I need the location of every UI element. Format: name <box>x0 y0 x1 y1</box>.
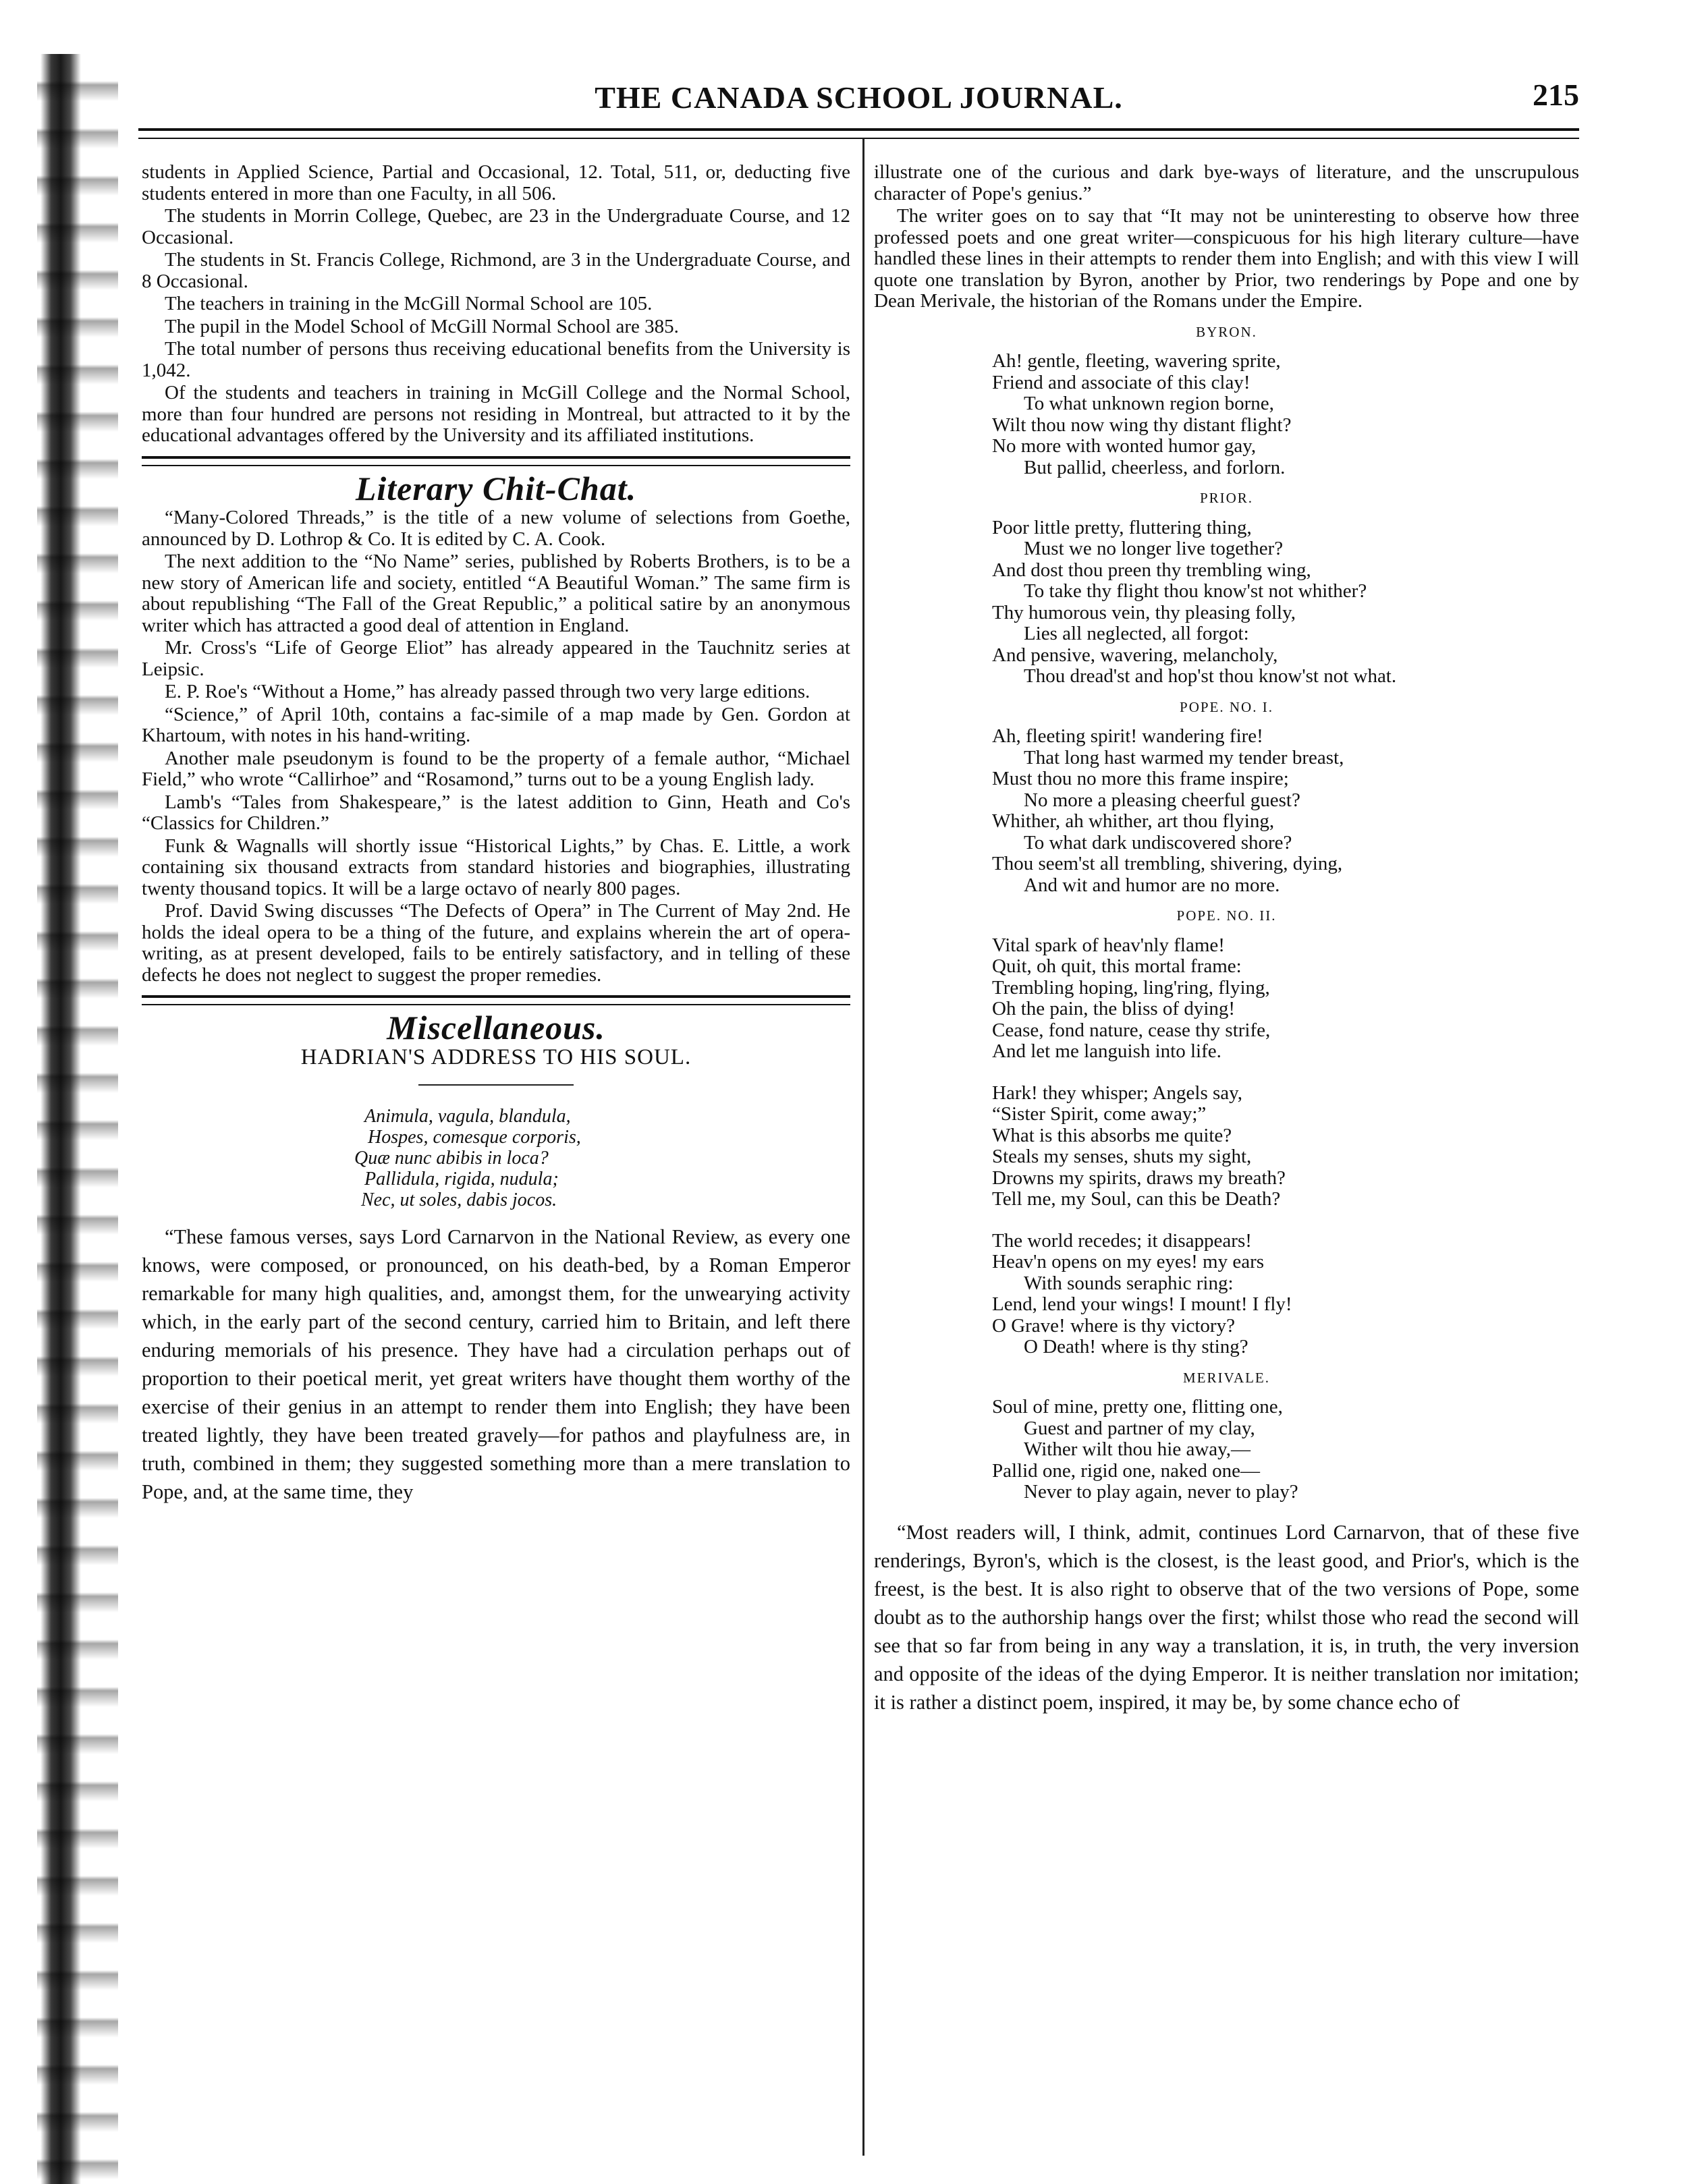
verse-line: Must thou no more this frame inspire; <box>992 768 1289 789</box>
verse-line: Nec, ut soles, dabis jocos. <box>361 1189 557 1210</box>
verse-line: That long hast warmed my tender breast, <box>1024 746 1344 768</box>
latin-verse <box>142 1106 850 1210</box>
column-divider <box>862 138 864 2156</box>
verse-line: Thou dread'st and hop'st thou know'st not what. <box>1024 665 1397 687</box>
verse-byron <box>874 351 1579 478</box>
verse-line: Never to play again, never to play? <box>1024 1481 1298 1503</box>
verse-line: And dost thou preen thy trembling wing, <box>992 559 1311 581</box>
section-heading-literary-chit-chat: Literary Chit-Chat. <box>355 469 637 507</box>
verse-line: Ah, fleeting spirit! wandering fire! <box>992 725 1263 747</box>
page-number: 215 <box>1533 78 1579 112</box>
verse-line: Vital spark of heav'nly flame! <box>992 934 1225 956</box>
divider <box>418 1084 574 1086</box>
header-rule <box>138 128 1579 139</box>
section-heading-miscellaneous: Miscellaneous. <box>387 1009 605 1046</box>
verse-line: Oh the pain, the bliss of dying! <box>992 998 1236 1019</box>
verse-line: Quæ nunc abibis in loca? <box>354 1148 549 1169</box>
paragraph: The pupil in the Model School of McGill Normal School are 385. <box>165 315 679 337</box>
paragraph: “Science,” of April 10th, contains a fac-simile of a map made by Gen. Gordon at Khartoum, with notes in his hand-writing. <box>142 703 850 746</box>
section-rule <box>142 456 850 466</box>
section-rule <box>142 995 850 1005</box>
paragraph: Another male pseudonym is found to be the property of a female author, “Michael Field,” who wrote “Callirhoe” and “Rosamond,” turns out to be a young English lady. <box>142 747 850 790</box>
verse-line: “Sister Spirit, come away;” <box>992 1103 1207 1125</box>
paragraph: illustrate one of the curious and dark bye-ways of literature, and the unscrupulous character of Pope's genius.” <box>874 161 1579 204</box>
paragraph: Mr. Cross's “Life of George Eliot” has already appeared in the Tauchnitz series at Leipsic. <box>142 637 850 680</box>
verse-pope-1 <box>874 726 1579 896</box>
verse-line: Pallidula, rigida, nudula; <box>364 1169 559 1189</box>
verse-line: To take thy flight thou know'st not whither? <box>1024 580 1367 602</box>
verse-line: Must we no longer live together? <box>1024 538 1284 559</box>
paragraph: “These famous verses, says Lord Carnarvon in the National Review, as every one knows, were composed, or pronounced, on his death-bed, by a Roman Emperor remarkable for many high qualities, and, amongst them, for the unwearying activity which, in the early part of the second century, carried him to Britain, and left there enduring memorials of his presence. They have had a circulation perhaps out of proportion to their poetical merit, yet great writers have thought them worthy of the exercise of their genius in an attempt to render them into English; they have been treated lightly, they have been treated gravely—for pathos and playfulness are, in truth, combined in them; they suggested something more than a mere translation to Pope, and, at the same time, they <box>142 1225 850 1503</box>
verse-line: Tell me, my Soul, can this be Death? <box>992 1188 1281 1210</box>
verse-line: The world recedes; it disappears! <box>992 1229 1252 1252</box>
verse-line: Wilt thou now wing thy distant flight? <box>992 414 1292 436</box>
verse-line: No more with wonted humor gay, <box>992 435 1257 457</box>
verse-heading: POPE. NO. II. <box>1176 907 1277 924</box>
verse-heading: MERIVALE. <box>1182 1369 1271 1386</box>
running-head <box>138 73 1579 127</box>
verse-line: Cease, fond nature, cease thy strife, <box>992 1019 1271 1041</box>
verse-line: And let me languish into life. <box>992 1040 1221 1062</box>
paragraph: Of the students and teachers in training in McGill College and the Normal School, more than four hundred are persons not residing in Montreal, but attracted to it by the educational advantages offered by the University and its affiliated institutions. <box>142 382 850 446</box>
verse-line: Trembling hoping, ling'ring, flying, <box>992 976 1270 999</box>
paragraph: E. P. Roe's “Without a Home,” has already passed through two very large editions. <box>165 681 810 702</box>
verse-heading: POPE. NO. I. <box>1180 698 1273 715</box>
paragraph: Prof. David Swing discusses “The Defects of Opera” in The Current of May 2nd. He holds the ideal opera to be a thing of the future, and explains wherein the art of opera-writing, as at present developed, fails to be entirely satisfactory, and in telling of these defects he does not neglect to suggest the proper remedies. <box>142 900 850 986</box>
verse-line: And wit and humor are no more. <box>1024 874 1280 896</box>
verse-line: What is this absorbs me quite? <box>992 1124 1232 1146</box>
verse-line: To what dark undiscovered shore? <box>1024 831 1292 853</box>
verse-line: Friend and associate of this clay! <box>992 371 1250 393</box>
verse-line: O Death! where is thy sting? <box>1024 1336 1248 1357</box>
verse-line: Quit, oh quit, this mortal frame: <box>992 955 1242 977</box>
paragraph: The students in Morrin College, Quebec, are 23 in the Undergraduate Course, and 12 Occasional. <box>142 205 850 248</box>
verse-heading: BYRON. <box>1196 323 1257 340</box>
paragraph: “Many-Colored Threads,” is the title of a new volume of selections from Goethe, announced by D. Lothrop & Co. It is edited by C. A. Cook. <box>142 507 850 550</box>
verse-line: Lend, lend your wings! I mount! I fly! <box>992 1293 1292 1315</box>
paragraph: students in Applied Science, Partial and Occasional, 12. Total, 511, or, deducting five students entered in more than one Faculty, in all 506. <box>142 161 850 204</box>
stanza-gap <box>874 1210 1579 1231</box>
verse-pope-2 <box>874 935 1579 1358</box>
verse-merivale <box>874 1397 1579 1503</box>
left-column <box>142 162 850 1507</box>
verse-line: Drowns my spirits, draws my breath? <box>992 1167 1286 1189</box>
paragraph: Lamb's “Tales from Shakespeare,” is the latest addition to Ginn, Heath and Co's “Classics for Children.” <box>142 791 850 834</box>
right-column <box>874 162 1579 1718</box>
paragraph: The next addition to the “No Name” series, published by Roberts Brothers, is to be a new story of American life and society, entitled “A Beautiful Woman.” The same firm is about republishing “The Fall of the Great Republic,” a political satire by an anonymous writer which has attracted a good deal of attention in England. <box>142 551 850 636</box>
verse-line: O Grave! where is thy victory? <box>992 1314 1235 1337</box>
paragraph: The teachers in training in the McGill Normal School are 105. <box>165 293 653 314</box>
paragraph: The writer goes on to say that “It may not be uninteresting to observe how three professed poets and one great writer—conspicuous for his high literary culture—have handled these lines in their attempts to render them into English; and with this view I will quote one translation by Byron, another by Prior, two renderings by Pope and one by Dean Merivale, the historian of the Romans under the Empire. <box>874 205 1579 312</box>
poem-title: HADRIAN'S ADDRESS TO HIS SOUL. <box>300 1044 692 1069</box>
verse-line: Guest and partner of my clay, <box>1024 1417 1255 1439</box>
stanza-gap <box>874 1063 1579 1083</box>
page-binding-streaks <box>37 54 118 2184</box>
verse-line: Thou seem'st all trembling, shivering, dying, <box>992 853 1343 874</box>
verse-line: But pallid, cheerless, and forlorn. <box>1024 456 1286 478</box>
verse-line: Hospes, comesque corporis, <box>368 1127 581 1148</box>
paragraph: The students in St. Francis College, Richmond, are 3 in the Undergraduate Course, and 8 Occasional. <box>142 249 850 292</box>
verse-line: No more a pleasing cheerful guest? <box>1024 789 1300 811</box>
paragraph: The total number of persons thus receiving educational benefits from the University is 1,042. <box>142 338 850 381</box>
verse-line: Steals my senses, shuts my sight, <box>992 1146 1252 1167</box>
paragraph: “Most readers will, I think, admit, continues Lord Carnarvon, that of these five renderings, Byron's, which is the closest, is the least good, and Prior's, which is the freest, is the best. It is also right to observe that of the two versions of Pope, some doubt as to the authorship hangs over the first; whilst those who read the second will see that so far from being in any way a translation, it is, in truth, the very inversion and opposite of the ideas of the dying Emperor. It is neither translation nor imitation; it is rather a distinct poem, inspired, it may be, by some chance echo of <box>874 1520 1579 1714</box>
verse-line: And pensive, wavering, melancholy, <box>992 644 1278 666</box>
verse-line: Wither wilt thou hie away,— <box>1024 1438 1251 1460</box>
verse-line: Lies all neglected, all forgot: <box>1024 623 1249 644</box>
journal-title: THE CANADA SCHOOL JOURNAL. <box>595 80 1123 115</box>
verse-line: To what unknown region borne, <box>1024 393 1274 414</box>
verse-heading: PRIOR. <box>1199 490 1254 506</box>
verse-line: With sounds seraphic ring: <box>1024 1272 1234 1294</box>
verse-prior <box>874 517 1579 688</box>
verse-line: Heav'n opens on my eyes! my ears <box>992 1251 1265 1272</box>
paragraph: Funk & Wagnalls will shortly issue “Historical Lights,” by Chas. E. Little, a work containing six thousand extracts from standard histories and biographies, illustrating twenty thousand topics. It will be a large octavo of nearly 800 pages. <box>142 835 850 899</box>
verse-line: Thy humorous vein, thy pleasing folly, <box>992 601 1296 623</box>
verse-line: Ah! gentle, fleeting, wavering sprite, <box>992 350 1281 372</box>
verse-line: Soul of mine, pretty one, flitting one, <box>992 1396 1283 1418</box>
verse-line: Animula, vagula, blandula, <box>364 1106 571 1127</box>
verse-line: Poor little pretty, fluttering thing, <box>992 516 1252 538</box>
verse-line: Whither, ah whither, art thou flying, <box>992 810 1275 832</box>
verse-line: Pallid one, rigid one, naked one— <box>992 1459 1261 1482</box>
verse-line: Hark! they whisper; Angels say, <box>992 1082 1243 1104</box>
